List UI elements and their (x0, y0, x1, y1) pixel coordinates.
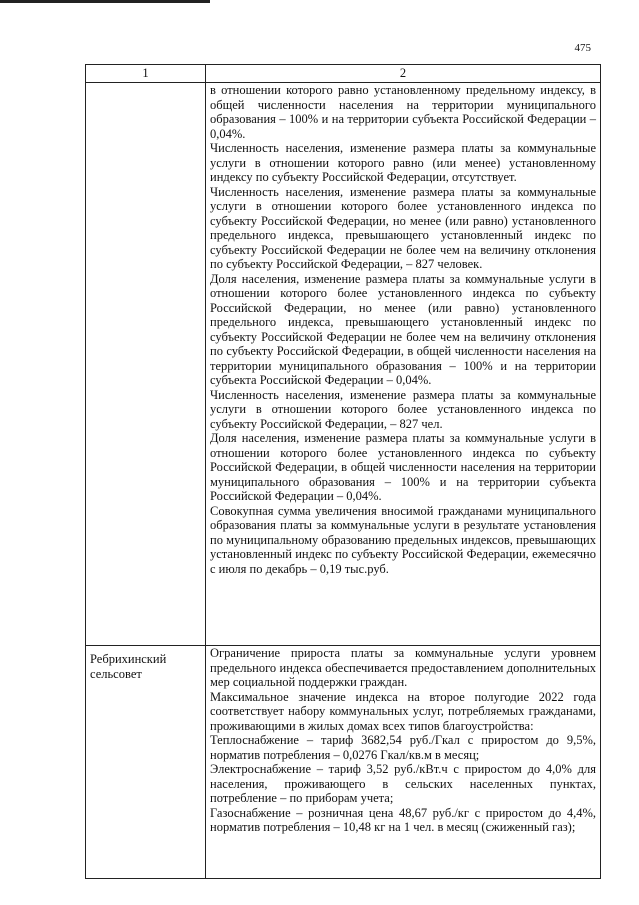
table-header-row (86, 65, 601, 83)
paragraph: Доля населения, изменение размера платы за коммунальные услуги в отношении которого более установленного индекса по субъекту Российской Федерации, но менее (или равно) установленного предельного индекса, превышающего установленный индекс по субъекту Российской Федерации не более чем на величину отклонения по субъекту Российской Федерации, в общей численности населения на территории муниципального образования – 100% и на территории субъекта Российской Федерации – 0,04%. (210, 271, 596, 387)
paragraph: Доля населения, изменение размера платы за коммунальные услуги в отношении которого более установленного индекса по субъекту Российской Федерации, в общей численности населения на территории муниципального образования – 100% и на территории субъекта Российской Федерации – 0,04%. (210, 431, 596, 503)
description-cell (206, 646, 601, 879)
paragraph: Ограничение прироста платы за коммунальные услуги уровнем предельного индекса обеспечивается предоставлением дополнительных мер социальной поддержки граждан. (210, 646, 596, 689)
document-table (85, 64, 601, 879)
paragraph: Совокупная сумма увеличения вносимой гражданами муниципального образования платы за коммунальные услуги в результате установления по муниципальному образованию предельных индексов, превышающих установленный индекс по субъекту Российской Федерации, ежемесячно с июля по декабрь – 0,19 тыс.руб. (210, 503, 596, 576)
table-row (86, 83, 601, 646)
municipality-cell: Ребрихинский сельсовет (86, 646, 206, 879)
page-number: 475 (574, 42, 591, 54)
paragraph: Газоснабжение – розничная цена 48,67 руб./кг с приростом до 4,4%, норматив потребления – 10,48 кг на 1 чел. в месяц (сжиженный газ); (210, 805, 596, 834)
paragraph: Максимальное значение индекса на второе полугодие 2022 года соответствует набору коммунальных услуг, потребляемых гражданами, проживающими в жилых домах всех типов благоустройства: (210, 689, 596, 733)
paragraph: Численность населения, изменение размера платы за коммунальные услуги в отношении которого более установленного индекса по субъекту Российской Федерации, – 827 чел. (210, 387, 596, 431)
paragraph: в отношении которого равно установленному предельному индексу, в общей численности населения на территории муниципального образования – 100% и на территории субъекта Российской Федерации – 0,04%. (210, 83, 596, 141)
column-header-1: 1 (86, 65, 206, 83)
paragraph: Теплоснабжение – тариф 3682,54 руб./Гкал с приростом до 9,5%, норматив потребления – 0,0276 Гкал/кв.м в месяц; (210, 733, 596, 762)
top-border-line (0, 0, 210, 3)
paragraph: Численность населения, изменение размера платы за коммунальные услуги в отношении которого равно (или менее) установленному индексу по субъекту Российской Федерации, отсутствует. (210, 141, 596, 184)
column-header-2: 2 (206, 65, 601, 83)
municipality-cell (86, 83, 206, 646)
paragraph: Численность населения, изменение размера платы за коммунальные услуги в отношении которого более установленного индекса по субъекту Российской Федерации, но менее (или равно) установленного предельного индекса, превышающего установленный индекс по субъекту Российской Федерации не более чем на величину отклонения по субъекту Российской Федерации, – 827 человек. (210, 184, 596, 271)
description-cell (206, 83, 601, 646)
paragraph: Электроснабжение – тариф 3,52 руб./кВт.ч с приростом до 4,0% для населения, проживающего в сельских населенных пунктах, потребление – по приборам учета; (210, 762, 596, 805)
table-row (86, 646, 601, 879)
